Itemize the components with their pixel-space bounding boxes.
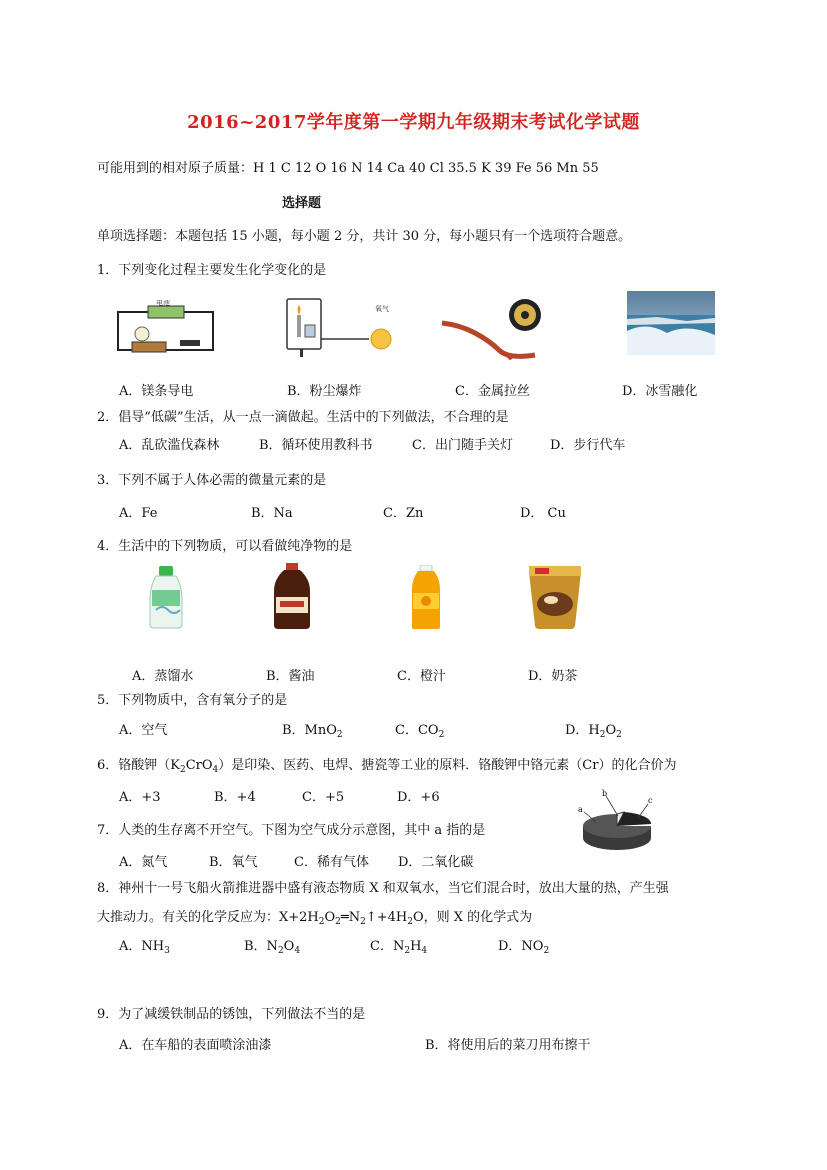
q8-option-b[interactable]: B．$N_2O_4$ [244, 939, 301, 956]
q5-option-d[interactable]: D．$H_2O_2$ [565, 723, 622, 740]
q5-option-a[interactable]: A．空气 [119, 723, 168, 738]
q3-option-d[interactable]: D． Cu [520, 506, 566, 521]
q4-option-d[interactable]: D．奶茶 [528, 669, 578, 684]
q4-option-b[interactable]: B．酱油 [266, 669, 315, 684]
q4-stem: 4．生活中的下列物质，可以看做纯净物的是 [97, 539, 353, 554]
q7-option-d[interactable]: D．二氧化碳 [398, 855, 474, 870]
q3-option-c[interactable]: C．Zn [383, 506, 424, 521]
q8-stem-line1: 8．神州十一号飞船火箭推进器中盛有液态物质 X 和双氧水，当它们混合时，放出大量的热，产生强 [97, 881, 669, 896]
pie-label-b: b [602, 789, 608, 798]
q9-option-a[interactable]: A．在车船的表面喷涂油漆 [119, 1038, 272, 1053]
q7-stem: 7．人类的生存离不开空气。下图为空气成分示意图，其中 a 指的是 [97, 823, 486, 838]
instructions: 单项选择题：本题包括 15 小题，每小题 2 分，共计 30 分，每小题只有一个选项符合题意。 [97, 229, 632, 244]
q3-option-a[interactable]: A．Fe [119, 506, 158, 521]
q8-stem-line2: 大推动力。有关的化学反应为：$X+2H_2O_2═N_2↑+4H_2O$，则 X 的化学式为 [97, 910, 533, 927]
oxygen-label: 氧气 [375, 305, 389, 313]
ice-snow-image [627, 291, 715, 355]
q1-option-a[interactable]: A．镁条导电 [119, 384, 194, 399]
q2-option-a[interactable]: A．乱砍滥伐森林 [119, 438, 220, 453]
q7-option-b[interactable]: B．氧气 [209, 855, 258, 870]
q1-option-b[interactable]: B．粉尘爆炸 [287, 384, 362, 399]
q8-option-d[interactable]: D．$NO_2$ [498, 939, 550, 956]
q5-option-c[interactable]: C．$CO_2$ [395, 723, 445, 740]
dust-explosion-image [283, 295, 393, 360]
battery-label: 电池 [156, 300, 170, 307]
q5-option-b[interactable]: B．MnO$_2$ [282, 723, 343, 740]
q3-stem: 3．下列不属于人体必需的微量元素的是 [97, 473, 327, 488]
q6-option-c[interactable]: C．+5 [302, 790, 345, 805]
q2-option-d[interactable]: D．步行代车 [550, 438, 626, 453]
orange-juice-image [410, 565, 442, 630]
section-title: 选择题 [282, 196, 322, 211]
q6-option-a[interactable]: A．+3 [119, 790, 161, 805]
pie-label-a: a [578, 805, 583, 814]
q2-option-c[interactable]: C．出门随手关灯 [412, 438, 513, 453]
circuit-image [110, 300, 220, 360]
q2-option-b[interactable]: B．循环使用教科书 [259, 438, 373, 453]
milk-tea-image [527, 564, 583, 630]
air-composition-pie [572, 788, 662, 856]
q6-option-d[interactable]: D．+6 [397, 790, 440, 805]
atomic-masses: 可能用到的相对原子质量：H 1 C 12 O 16 N 14 Ca 40 Cl 35.5 K 39 Fe 56 Mn 55 [97, 161, 599, 176]
metal-wire-image [440, 293, 545, 361]
q2-stem: 2．倡导“低碳”生活，从一点一滴做起。生活中的下列做法，不合理的是 [97, 410, 509, 425]
q6-stem: 6．铬酸钾$(K_2CrO_4)$是印染、医药、电焊、搪瓷等工业的原料．铬酸钾中铬元素（Cr）的化合价为 [97, 758, 677, 775]
q7-option-c[interactable]: C．稀有气体 [294, 855, 369, 870]
distilled-water-image [146, 566, 186, 630]
q1-stem: 1．下列变化过程主要发生化学变化的是 [97, 263, 327, 278]
q8-option-a[interactable]: A．$NH_3$ [119, 939, 170, 956]
q8-option-c[interactable]: C．$N_2H_4$ [370, 939, 428, 956]
soy-sauce-image [272, 563, 312, 630]
q4-option-c[interactable]: C．橙汁 [397, 669, 446, 684]
pie-label-c: c [648, 796, 653, 805]
page-title: 2016~2017学年度第一学期九年级期末考试化学试题 [187, 112, 640, 133]
q6-option-b[interactable]: B．+4 [214, 790, 256, 805]
q1-option-d[interactable]: D．冰雪融化 [622, 384, 698, 399]
q1-option-c[interactable]: C．金属拉丝 [455, 384, 530, 399]
q3-option-b[interactable]: B．Na [251, 506, 293, 521]
q5-stem: 5．下列物质中，含有氧分子的是 [97, 693, 288, 708]
q7-option-a[interactable]: A．氮气 [119, 855, 168, 870]
q9-stem: 9．为了减缓铁制品的锈蚀，下列做法不当的是 [97, 1007, 366, 1022]
q4-option-a[interactable]: A．蒸馏水 [132, 669, 194, 684]
q9-option-b[interactable]: B．将使用后的菜刀用布擦干 [425, 1038, 591, 1053]
